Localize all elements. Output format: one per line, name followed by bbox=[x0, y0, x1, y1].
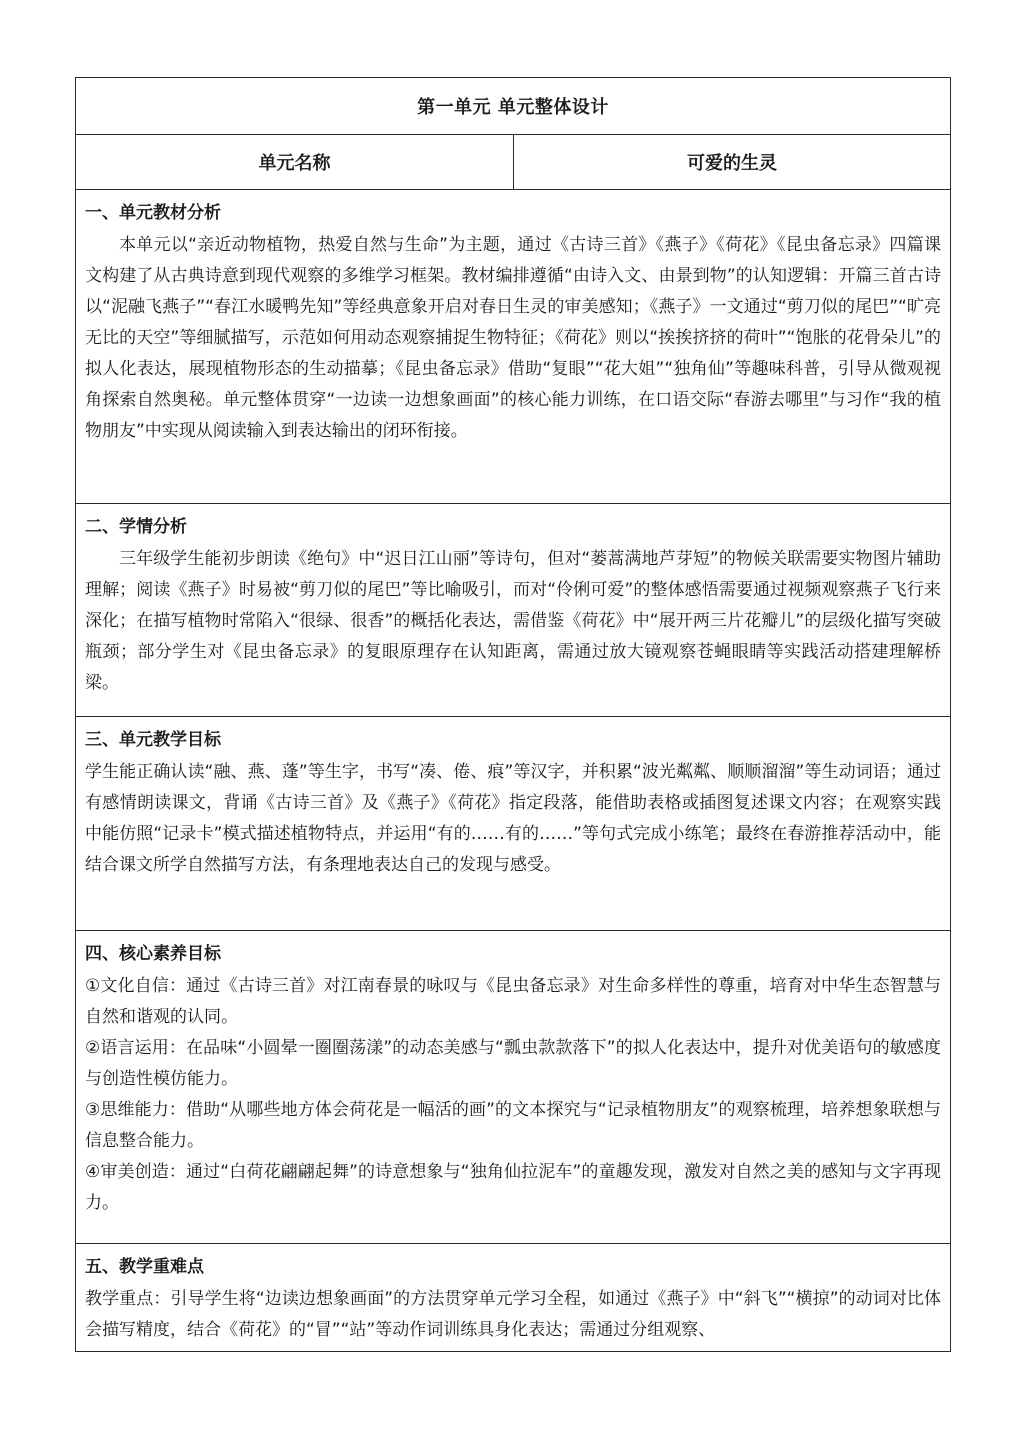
section-body: 本单元以“亲近动物植物，热爱自然与生命”为主题，通过《古诗三首》《燕子》《荷花》《昆虫备忘录》四篇课文构建了从古典诗意到现代观察的多维学习框架。教材编排遵循“由诗入文、由景到物”的认知逻辑：开篇三首古诗以“泥融飞燕子”“春江水暖鸭先知”等经典意象开启对春日生灵的审美感知；《燕子》一文通过“剪刀似的尾巴”“旷亮无比的天空”等细腻描写，示范如何用动态观察捕捉生物特征；《荷花》则以“挨挨挤挤的荷叶”“饱胀的花骨朵儿”的拟人化表达，展现植物形态的生动描摹；《昆虫备忘录》借助“复眼”“花大姐”“独角仙”等趣味科普，引导从微观视角探索自然奥秘。单元整体贯穿“一边读一边想象画面”的核心能力训练，在口语交际“春游去哪里”与习作“我的植物朋友”中实现从阅读输入到表达输出的闭环衔接。 bbox=[85, 235, 941, 441]
unit-name-row bbox=[76, 135, 950, 190]
table-title: 第一单元 单元整体设计 bbox=[76, 78, 950, 135]
section-key-difficult-points bbox=[76, 1244, 950, 1351]
section-heading: 二、学情分析 bbox=[85, 517, 187, 537]
section-body: 教学重点：引导学生将“边读边想象画面”的方法贯穿单元学习全程，如通过《燕子》中“斜飞”“横掠”的动词对比体会描写精度，结合《荷花》的“冒”“站”等动作词训练具身化表达；需通过分组观察、 bbox=[85, 1289, 941, 1340]
unit-design-table bbox=[75, 77, 951, 1352]
goal-item-culture: ①文化自信：通过《古诗三首》对江南春景的咏叹与《昆虫备忘录》对生命多样性的尊重，培育对中华生态智慧与自然和谐观的认同。 bbox=[85, 976, 941, 1027]
section-teaching-goals bbox=[76, 717, 950, 931]
section-heading: 五、教学重难点 bbox=[85, 1257, 204, 1277]
section-core-literacy-goals bbox=[76, 931, 950, 1244]
unit-name-value: 可爱的生灵 bbox=[687, 153, 777, 174]
section-heading: 三、单元教学目标 bbox=[85, 730, 221, 750]
section-body: 学生能正确认读“融、燕、蓬”等生字，书写“凑、倦、痕”等汉字，并积累“波光粼粼、顺顺溜溜”等生动词语；通过有感情朗读课文，背诵《古诗三首》及《燕子》《荷花》指定段落，能借助表格或插图复述课文内容；在观察实践中能仿照“记录卡”模式描述植物特点，并运用“有的……有的……”等句式完成小练笔；最终在春游推荐活动中，能结合课文所学自然描写方法，有条理地表达自己的发现与感受。 bbox=[85, 762, 941, 875]
section-body: 三年级学生能初步朗读《绝句》中“迟日江山丽”等诗句，但对“蒌蒿满地芦芽短”的物候关联需要实物图片辅助理解；阅读《燕子》时易被“剪刀似的尾巴”等比喻吸引，而对“伶俐可爱”的整体感悟需要通过视频观察燕子飞行来深化；在描写植物时常陷入“很绿、很香”的概括化表达，需借鉴《荷花》中“展开两三片花瓣儿”的层级化描写突破瓶颈；部分学生对《昆虫备忘录》的复眼原理存在认知距离，需通过放大镜观察苍蝇眼睛等实践活动搭建理解桥梁。 bbox=[85, 549, 941, 693]
goal-item-thinking: ③思维能力：借助“从哪些地方体会荷花是一幅活的画”的文本探究与“记录植物朋友”的观察梳理，培养想象联想与信息整合能力。 bbox=[85, 1100, 941, 1151]
goal-item-language: ②语言运用：在品味“小圆晕一圈圈荡漾”的动态美感与“瓢虫款款落下”的拟人化表达中，提升对优美语句的敏感度与创造性模仿能力。 bbox=[85, 1038, 941, 1089]
goal-item-aesthetics: ④审美创造：通过“白荷花翩翩起舞”的诗意想象与“独角仙拉泥车”的童趣发现，激发对自然之美的感知与文字再现力。 bbox=[85, 1162, 941, 1213]
section-heading: 四、核心素养目标 bbox=[85, 944, 221, 964]
section-heading: 一、单元教材分析 bbox=[85, 203, 221, 223]
section-student-analysis bbox=[76, 504, 950, 717]
unit-name-label: 单元名称 bbox=[76, 135, 514, 189]
section-textbook-analysis bbox=[76, 190, 950, 504]
